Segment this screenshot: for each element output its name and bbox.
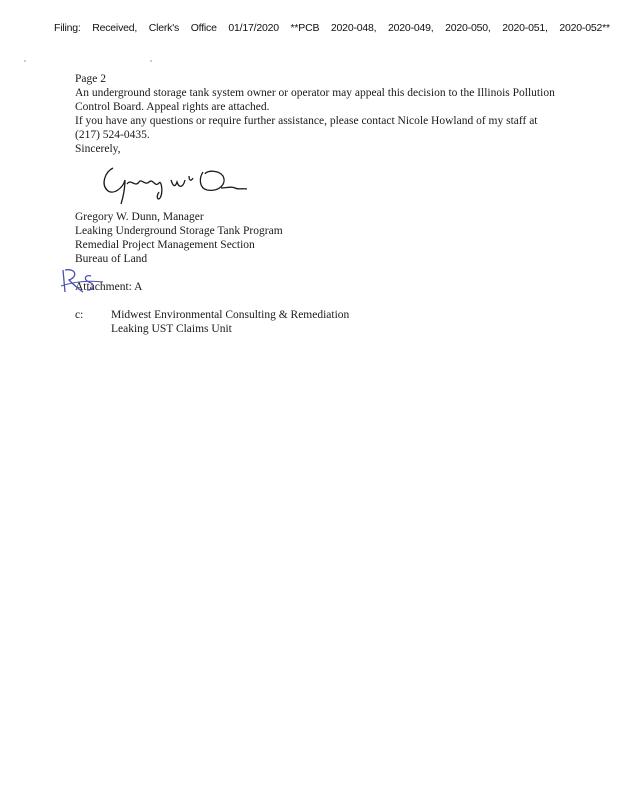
page-label: Page 2 xyxy=(75,73,106,85)
signatory-section: Remedial Project Management Section xyxy=(75,239,255,251)
cc-block xyxy=(75,308,565,336)
cc-recipients xyxy=(111,308,349,336)
filing-header-part: 2020-051, xyxy=(502,22,548,34)
signature-area xyxy=(75,156,565,210)
filing-header-part: Clerk's xyxy=(148,22,180,34)
filing-header-part: 01/17/2020 xyxy=(228,22,279,34)
signatory-bureau: Bureau of Land xyxy=(75,253,148,265)
scan-speck xyxy=(24,60,26,62)
filing-header-part: Office xyxy=(190,22,217,34)
letter-body xyxy=(75,72,565,336)
filing-header-part: Filing: xyxy=(54,22,81,34)
filing-header-part: 2020-050, xyxy=(445,22,491,34)
attachment-line xyxy=(75,280,565,294)
signatory-program: Leaking Underground Storage Tank Program xyxy=(75,225,283,237)
filing-header-part: 2020-048, xyxy=(330,22,377,34)
signature-block xyxy=(75,210,565,266)
filing-stamp-header xyxy=(54,22,610,34)
cc-recipient: Leaking UST Claims Unit xyxy=(111,323,232,335)
filing-header-part: **PCB xyxy=(290,22,320,34)
filing-header-part: 2020-049, xyxy=(388,22,434,34)
signatory-name-title: Gregory W. Dunn, Manager xyxy=(75,211,204,223)
attachment-label: Attachment: A xyxy=(75,281,143,293)
cc-label: c: xyxy=(75,309,84,321)
cc-recipient: Midwest Environmental Consulting & Remediation xyxy=(111,309,350,321)
closing: Sincerely, xyxy=(75,143,121,155)
initials-mark xyxy=(59,266,105,296)
filing-header-part: 2020-052** xyxy=(559,22,610,34)
filing-header-part: Received, xyxy=(92,22,138,34)
scan-speck xyxy=(150,60,152,62)
signature-image xyxy=(95,158,255,208)
appeal-paragraph: An underground storage tank system owner or operator may appeal this decision to the Illinois Pollution Control Board. Appeal rights are attached. xyxy=(75,87,555,113)
contact-paragraph: If you have any questions or require further assistance, please contact Nicole Howland of my staff at (217) 524-0435. xyxy=(75,115,538,141)
